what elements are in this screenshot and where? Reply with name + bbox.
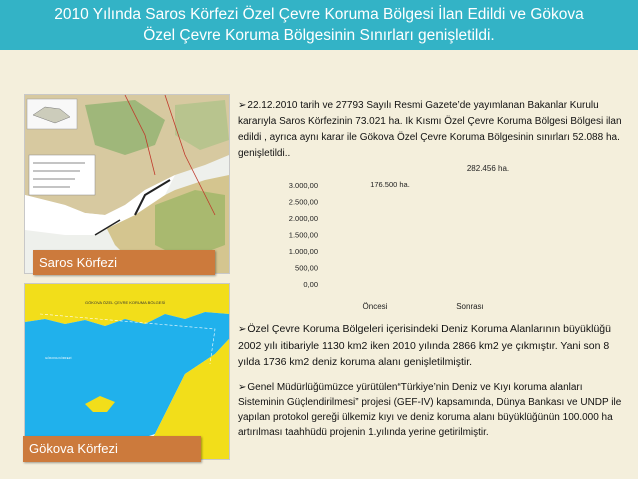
paragraph-2-text: Özel Çevre Koruma Bölgeleri içerisindeki Deniz Koruma Alanlarının büyüklüğü 2002 yılı itibariyle 1130 km2 iken 2010 yılında 2866 km2 ye çıkmıştır. Yani son 8 yılda 1736 km2 deniz koruma alanı genişletilmiştir.: [238, 323, 611, 368]
slide-title: [0, 0, 638, 50]
x-category-label: Öncesi: [362, 302, 388, 311]
y-tick-label: 500,00: [295, 263, 318, 273]
y-tick-label: 3.000,00: [288, 181, 318, 190]
slide-title-line-2: Özel Çevre Koruma Bölgesinin Sınırları genişletildi.: [143, 27, 495, 44]
paragraph-1-text: 22.12.2010 tarih ve 27793 Sayılı Resmi Gazete’de yayımlanan Bakanlar Kurulu kararıyla Saros Körfezinin 73.021 ha. Ik Kısmı Özel Çevre Koruma Bölgesi Bölgesi ilan edildi , ayrıca aynı karar ile Gökova Özel Çevre Koruma Bölgesinin sınırları 52.088 ha. genişletildi..: [238, 100, 622, 159]
saros-label: Saros Körfezi: [33, 250, 215, 275]
saros-map-image: [24, 94, 230, 274]
svg-text:GÖKOVA KÖRFEZİ: GÖKOVA KÖRFEZİ: [45, 356, 72, 360]
paragraph-gef-project: [238, 380, 624, 440]
arrow-bullet-icon: ➢: [238, 324, 247, 335]
gokova-label: Gökova Körfezi: [23, 436, 201, 462]
paragraph-deniz-koruma: [238, 321, 624, 370]
arrow-bullet-icon: ➢: [238, 100, 247, 111]
y-tick-label: 1.500,00: [288, 230, 318, 240]
x-category-label: Sonrası: [456, 302, 484, 311]
area-comparison-chart: [238, 164, 628, 312]
arrow-bullet-icon: ➢: [238, 382, 247, 393]
y-tick-label: 2.500,00: [288, 197, 318, 207]
y-tick-label: 2.000,00: [288, 214, 318, 223]
gokova-map-image: [24, 283, 230, 460]
paragraph-3-text: Genel Müdürlüğümüzce yürütülen“Türkiye’nin Deniz ve Kıyı koruma alanları Sisteminin Güçlendirilmesi” projesi (GEF-IV) kapsamında, Dünya Bankası ve UNDP ile yapılan protokol gereği ülkemiz kıyı ve deniz koruma alanı büyüklüğünün 100.000 ha artırılması taahhüdü projenin 1.yılında yerine getirilmiştir.: [238, 382, 622, 438]
y-tick-label: 1.000,00: [288, 247, 318, 256]
data-label: 176.500 ha.: [370, 180, 410, 189]
slide-title-line-1: 2010 Yılında Saros Körfezi Özel Çevre Koruma Bölgesi İlan Edildi ve Gökova: [54, 6, 584, 23]
y-tick-label: 0,00: [303, 280, 318, 289]
svg-text:GÖKOVA ÖZEL ÇEVRE KORUMA BÖLGE: GÖKOVA ÖZEL ÇEVRE KORUMA BÖLGESİ: [85, 300, 166, 305]
data-label: 282.456 ha.: [466, 164, 510, 173]
paragraph-resmi-gazete: [238, 98, 624, 162]
